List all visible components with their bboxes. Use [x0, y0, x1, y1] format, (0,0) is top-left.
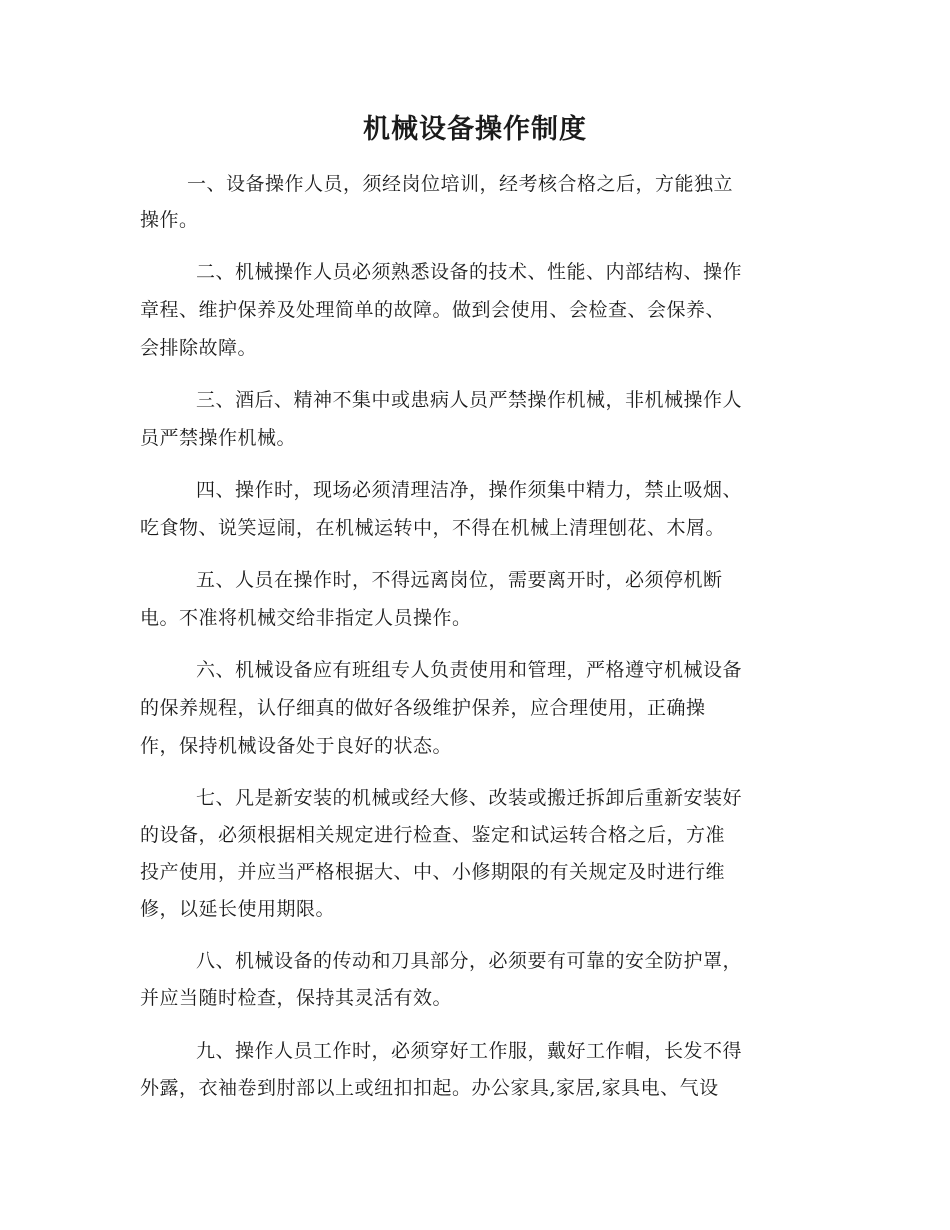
- paragraph-line: 外露，衣袖卷到肘部以上或纽扣扣起。办公家具,家居,家具电、气设: [140, 1077, 719, 1099]
- paragraph-line: 六、机械设备应有班组专人负责使用和管理，严格遵守机械设备: [196, 659, 743, 681]
- paragraph-line: 操作。: [140, 209, 199, 231]
- paragraph-line: 的设备，必须根据相关规定进行检查、鉴定和试运转合格之后，方准: [140, 824, 726, 846]
- paragraph-line: 七、凡是新安装的机械或经大修、改装或搬迁拆卸后重新安装好: [196, 787, 743, 809]
- paragraph-line: 电。不准将机械交给非指定人员操作。: [140, 607, 472, 629]
- paragraph-line: 投产使用，并应当严格根据大、中、小修期限的有关规定及时进行维: [140, 861, 726, 883]
- paragraph-line: 吃食物、说笑逗闹，在机械运转中，不得在机械上清理刨花、木屑。: [140, 517, 726, 539]
- paragraph-line: 五、人员在操作时，不得远离岗位，需要离开时，必须停机断: [196, 569, 723, 591]
- paragraph-line: 八、机械设备的传动和刀具部分，必须要有可靠的安全防护罩，: [196, 950, 743, 972]
- paragraph-line: 四、操作时，现场必须清理洁净，操作须集中精力，禁止吸烟、: [196, 479, 743, 501]
- paragraph-line: 并应当随时检查，保持其灵活有效。: [140, 987, 453, 1009]
- paragraph-line: 修，以延长使用期限。: [140, 898, 336, 920]
- paragraph-line: 的保养规程，认仔细真的做好各级维护保养，应合理使用，正确操: [140, 697, 706, 719]
- paragraph-line: 会排除故障。: [140, 337, 258, 359]
- paragraph-line: 员严禁操作机械。: [140, 427, 297, 449]
- paragraph-line: 九、操作人员工作时，必须穿好工作服，戴好工作帽，长发不得: [196, 1040, 743, 1062]
- paragraph-line: 一、设备操作人员，须经岗位培训，经考核合格之后，方能独立: [187, 173, 734, 195]
- page-title: 机械设备操作制度: [363, 114, 587, 145]
- paragraph-line: 二、机械操作人员必须熟悉设备的技术、性能、内部结构、操作: [196, 261, 743, 283]
- paragraph-line: 作，保持机械设备处于良好的状态。: [140, 735, 453, 757]
- paragraph-line: 三、酒后、精神不集中或患病人员严禁操作机械，非机械操作人: [196, 389, 743, 411]
- paragraph-line: 章程、维护保养及处理简单的故障。做到会使用、会检查、会保养、: [140, 299, 726, 321]
